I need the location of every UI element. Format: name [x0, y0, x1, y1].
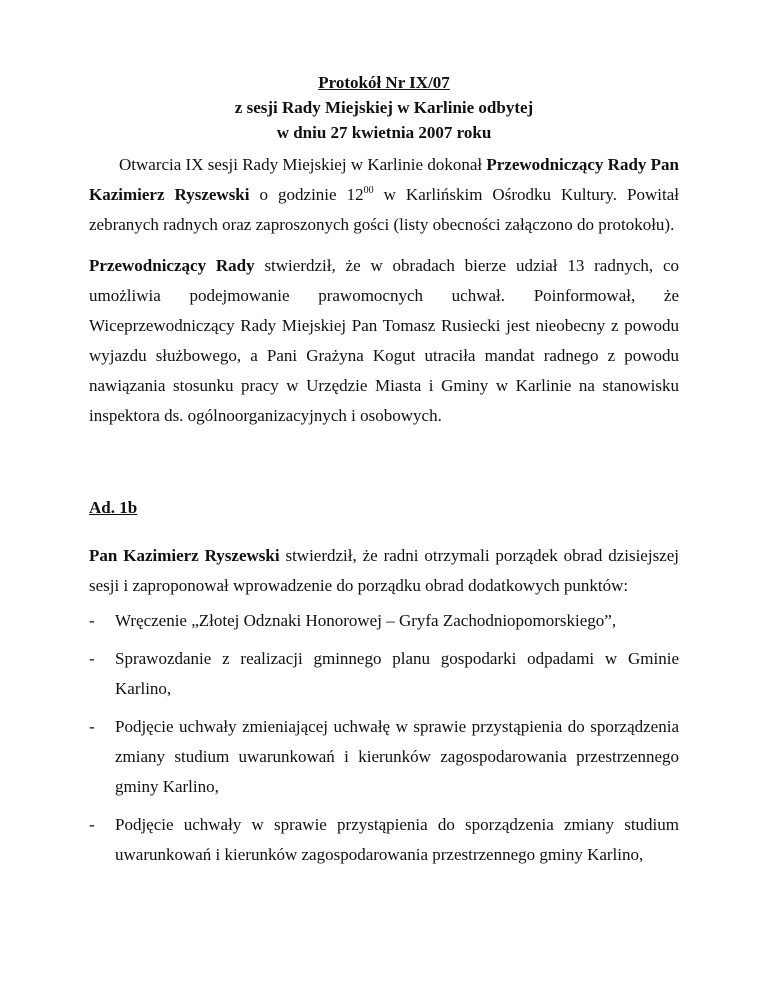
quorum-paragraph: [89, 251, 679, 431]
list-item: [89, 606, 679, 636]
venue-text: w Karlińskim Ośrodku Kultury. Powitał zebranych radnych oraz zaproszonych gości (listy obecności załączono do protokołu).: [89, 185, 680, 234]
list-item: [89, 644, 679, 704]
opening-paragraph: [89, 150, 679, 240]
chairman-label: Przewodniczący Rady: [89, 256, 255, 275]
quorum-text: stwierdził, że w obradach bierze udział 13 radnych, co umożliwia podejmowanie prawomocnych uchwał. Poinformował, że Wiceprzewodniczący Rady Miejskiej Pan Tomasz Rusiecki jest nieobecny z powodu wyjazdu służbowego, a Pani Grażyna Kogut utraciła mandat radnego z powodu nawiązania stosunku pracy w Urzędzie Miasta i Gminy w Karlinie na stanowisku inspektora ds. ogólnoorganizacyjnych i osobowych.: [89, 256, 679, 425]
agenda-list: [89, 606, 679, 870]
list-dash: -: [89, 815, 95, 834]
protocol-title: Protokół Nr IX/07: [318, 73, 450, 92]
list-item-text: Wręczenie „Złotej Odznaki Honorowej – Gryfa Zachodniopomorskiego”,: [115, 611, 617, 630]
list-item-text: Sprawozdanie z realizacji gminnego planu gospodarki odpadami w Gminie Karlino,: [115, 649, 679, 698]
list-item-text: Podjęcie uchwały w sprawie przystąpienia do sporządzenia zmiany studium uwarunkowań i kierunków zagospodarowania przestrzennego gminy Karlino,: [115, 815, 679, 864]
time-text: o godzinie 12: [249, 185, 364, 204]
chairman-name: Przewodniczący Rady Pan Kazimierz Ryszewski: [89, 155, 679, 204]
list-dash: -: [89, 611, 95, 630]
date-line: w dniu 27 kwietnia 2007 roku: [276, 123, 492, 142]
list-dash: -: [89, 717, 95, 736]
document-header: [89, 70, 679, 145]
session-line: z sesji Rady Miejskiej w Karlinie odbytej: [234, 98, 534, 117]
time-minutes: 00: [363, 185, 374, 196]
agenda-paragraph: [89, 541, 679, 601]
list-item: [89, 810, 679, 870]
list-dash: -: [89, 649, 95, 668]
agenda-text: stwierdził, że radni otrzymali porządek obrad dzisiejszej sesji i zaproponował wprowadzenie do porządku obrad dodatkowych punktów:: [89, 546, 680, 595]
list-item-text: Podjęcie uchwały zmieniającej uchwałę w sprawie przystąpienia do sporządzenia zmiany studium uwarunkowań i kierunków zagospodarowania przestrzennego gminy Karlino,: [115, 717, 679, 796]
opening-text: Otwarcia IX sesji Rady Miejskiej w Karlinie dokonał: [119, 155, 487, 174]
section-heading: Ad. 1b: [89, 498, 138, 517]
speaker-name: Pan Kazimierz Ryszewski: [89, 546, 280, 565]
document-body: [89, 70, 679, 878]
list-item: [89, 712, 679, 802]
